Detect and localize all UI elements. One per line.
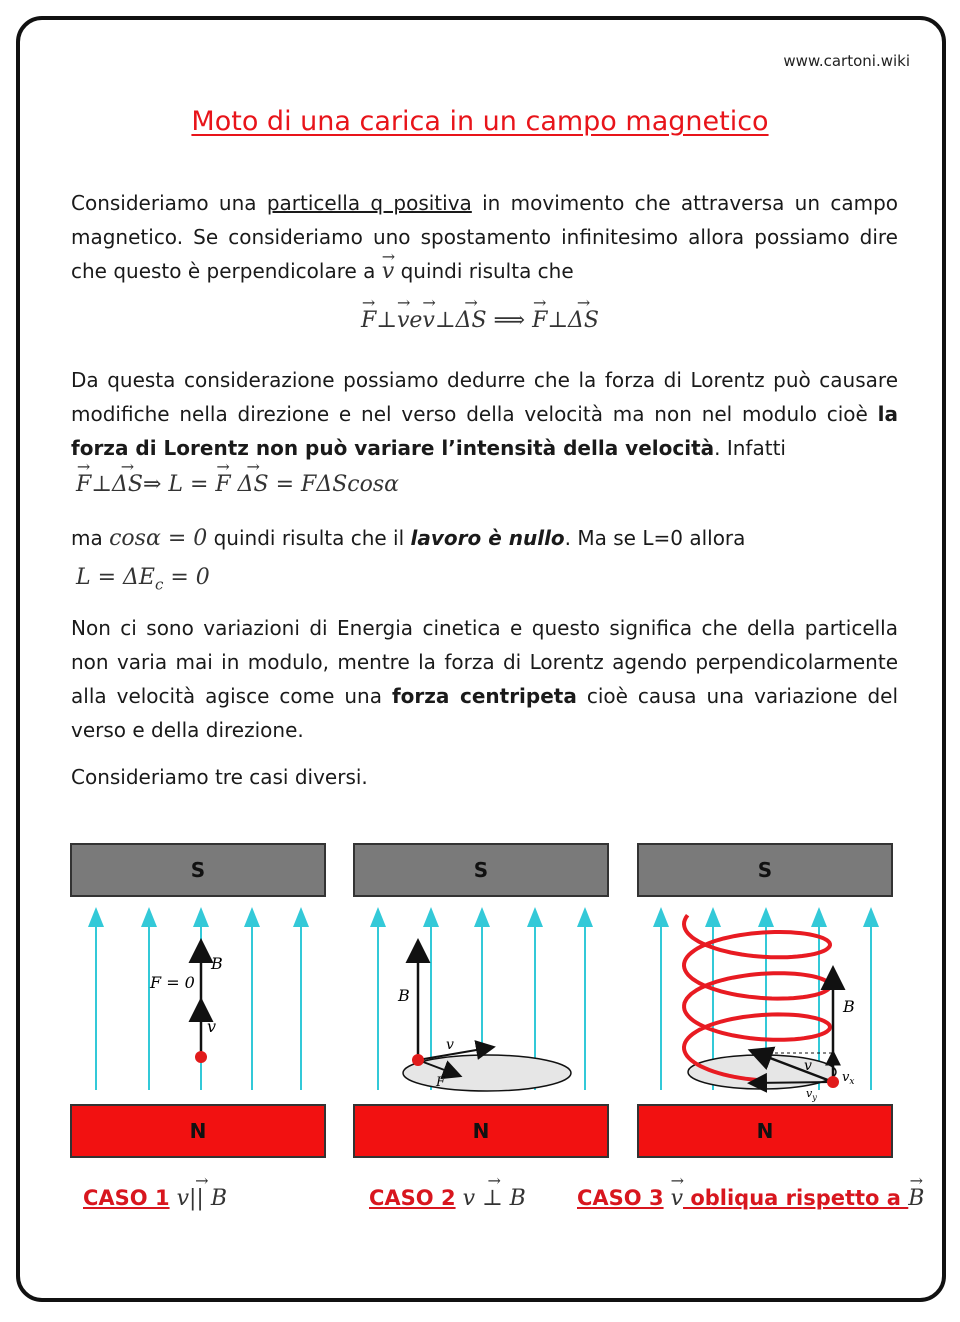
perp-symbol-3: ⊥ — [547, 308, 569, 333]
cos-zero: cosα = 0 — [109, 526, 208, 551]
caption-case1-math: → v|| B — [177, 1186, 227, 1211]
case1-F0-label: F = 0 — [150, 973, 195, 992]
energy-tail: = 0 — [163, 565, 210, 590]
caption-case3-label: CASO 3 — [577, 1186, 664, 1210]
case2-orbit — [403, 1055, 571, 1091]
south-pole-2: S — [353, 843, 609, 897]
intro-underlined: particella q positiva — [266, 191, 472, 215]
perp-symbol-2: ⊥ — [434, 308, 456, 333]
perp-symbol: ⊥ — [376, 308, 397, 333]
p3-text-b: quindi risulta che il — [207, 526, 411, 550]
south-pole-3: S — [637, 843, 893, 897]
p3-bold-italic: lavoro è nullo — [410, 526, 565, 550]
vec-dS-4: → ΔS — [238, 472, 269, 497]
north-pole-2: N — [353, 1104, 609, 1158]
perp-symbol-4: ⊥ — [91, 472, 112, 497]
caption-case3-tail: obliqua rispetto a — [683, 1186, 909, 1210]
p2-text-a: Da questa considerazione possiamo dedurre che la forza di Lorentz può causare modifiche nella direzione e nel verso della velocità ma non nel modulo cioè — [71, 368, 898, 426]
case3-v-label: v — [804, 1058, 812, 1074]
p4-text-b: cioè causa una variazione del verso e della direzione. — [71, 684, 899, 742]
arrow-symbol: ⇒ — [142, 472, 162, 497]
case3-B-label: B — [843, 997, 855, 1016]
p3-text-a: ma — [71, 526, 110, 550]
energy-sub: c — [154, 575, 164, 594]
caption-case2 — [369, 1186, 526, 1211]
case3-charge — [827, 1076, 839, 1088]
website-url[interactable]: www.cartoni.wiki — [783, 52, 910, 70]
caption-case2-label: CASO 2 — [369, 1186, 456, 1210]
case1-charge — [195, 1051, 207, 1063]
caption-case1-label: CASO 1 — [83, 1186, 170, 1210]
north-pole-3: N — [637, 1104, 893, 1158]
paragraph-cases: Consideriamo tre casi diversi. — [71, 765, 368, 789]
vec-v: → v — [397, 308, 409, 333]
p2-text-b: . Infatti — [714, 436, 786, 460]
case1-diagram — [149, 948, 223, 1063]
p4-text-a: Non ci sono variazioni di Energia cinetica e questo significa che della particella non varia mai in modulo, mentre la forza di Lorentz agendo perpendicolarmente alla velocità agisce come una — [71, 616, 898, 708]
case2-B-label: B — [398, 986, 410, 1005]
case2-charge — [412, 1054, 424, 1066]
energy-text: L = ΔE — [76, 565, 155, 590]
vec-dS-3: → ΔS — [112, 472, 143, 497]
north-pole-1: N — [70, 1104, 326, 1158]
vec-dS-2: → ΔS — [568, 308, 599, 333]
and-e: e — [409, 308, 423, 333]
case2-v-label: v — [446, 1037, 454, 1053]
case3-vx-label: $v_x$ — [842, 1070, 855, 1087]
work-L: L = — [161, 472, 216, 497]
case1-B-label: B — [211, 954, 223, 973]
vec-dS: → ΔS — [456, 308, 487, 333]
vector-v: → v — [382, 255, 394, 289]
caption-case3 — [577, 1186, 924, 1211]
p4-bold: forza centripeta — [391, 684, 577, 708]
intro-text-b: in movimento che attraversa un campo magnetico. Se consideriamo uno spostamento infinitesimo allora possiamo dire che questo è perpendicolare a — [71, 191, 899, 283]
case3-vy-sub: y — [812, 1093, 817, 1102]
case1-v-label: v — [207, 1017, 217, 1036]
caption-case3-end: → B — [908, 1186, 924, 1211]
case2-diagram — [397, 948, 571, 1091]
intro-text-c: quindi risulta che — [394, 259, 574, 283]
vec-F-2: → F — [532, 308, 547, 333]
p3-text-c: . Ma se L=0 allora — [564, 526, 746, 550]
case3-vy-label: $v_y$ — [806, 1087, 817, 1102]
page-title: Moto di una carica in un campo magnetico — [191, 106, 769, 137]
p2-bold: la forza di Lorentz non può variare l’intensità della velocità — [71, 402, 898, 460]
case3-diagram — [684, 915, 855, 1102]
south-pole-1: S — [70, 843, 326, 897]
intro-text-a: Consideriamo una — [71, 191, 267, 215]
case2-F-label: F — [436, 1075, 446, 1090]
vec-F-4: → F — [215, 472, 230, 497]
case3-vy-arrow — [755, 1082, 833, 1083]
vec-v-2: → v — [422, 308, 434, 333]
vec-F: → F — [361, 308, 376, 333]
implies-symbol: ⟹ — [493, 308, 526, 333]
caption-case2-math: → v ⊥ B — [463, 1186, 526, 1211]
work-rest: = FΔScosα — [268, 472, 399, 497]
vec-F-3: → F — [76, 472, 91, 497]
caption-case1 — [83, 1186, 227, 1211]
caption-case3-math: → v — [671, 1186, 683, 1211]
case3-vx-sub: x — [849, 1077, 855, 1087]
